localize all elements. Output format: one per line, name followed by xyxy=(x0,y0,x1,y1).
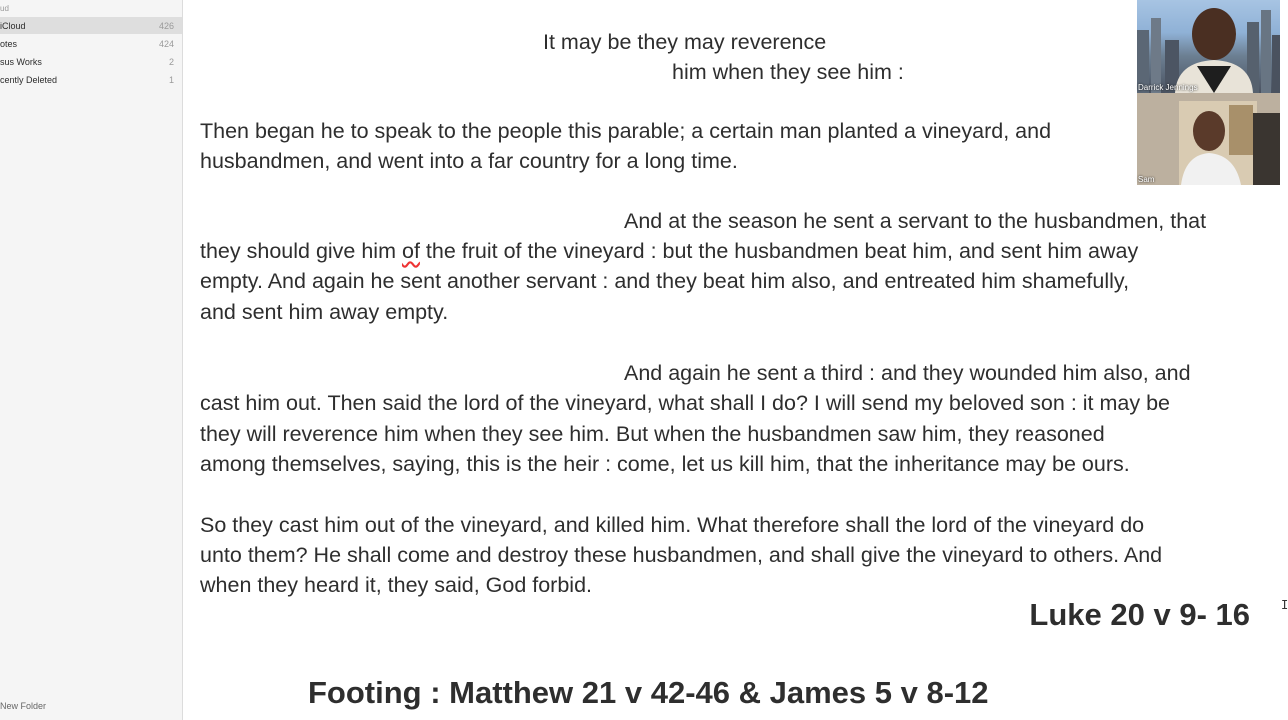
note-line: Then began he to speak to the people this parable; a certain man planted a vineyard, and xyxy=(200,119,1052,143)
folder-name: cently Deleted xyxy=(0,74,58,85)
folder-icloud[interactable] xyxy=(0,17,182,34)
footing-reference: Footing : Matthew 21 v 42-46 & James 5 v 8-12 xyxy=(308,675,989,710)
folder-name: iCloud xyxy=(0,20,26,31)
folder-count: 426 xyxy=(158,20,174,31)
folder-recently-deleted[interactable] xyxy=(0,71,182,88)
note-line: cast him out. Then said the lord of the vineyard, what shall I do? I will send my beloved son : it may be xyxy=(200,391,1170,415)
new-folder-button[interactable]: New Folder xyxy=(0,701,47,711)
folders-sidebar xyxy=(0,0,183,720)
folder-count: 424 xyxy=(158,38,174,49)
note-line xyxy=(200,236,1138,266)
note-line: And at the season he sent a servant to the husbandmen, that xyxy=(624,209,1207,233)
participant-name: Sam xyxy=(1138,175,1155,184)
note-line: empty. And again he sent another servant : and they beat him also, and entreated him shamefully, xyxy=(200,269,1130,293)
note-editor[interactable] xyxy=(200,0,1288,720)
text-cursor-icon: I xyxy=(1281,598,1288,612)
note-line: and sent him away empty. xyxy=(200,300,449,324)
video-tile-participant-2[interactable] xyxy=(1137,93,1280,185)
note-line: when they heard it, they said, God forbid. xyxy=(200,573,593,597)
participant-video-feed xyxy=(1137,93,1280,185)
folder-count: 2 xyxy=(168,56,174,67)
note-line: they will reverence him when they see him. But when the husbandmen saw him, they reasoned xyxy=(200,422,1105,446)
participant-name: Darrick Jennings xyxy=(1138,83,1198,92)
note-text: they should give him xyxy=(200,239,402,263)
note-line: It may be they may reverence xyxy=(543,30,827,54)
spelling-flagged-word[interactable]: of xyxy=(401,239,420,263)
note-line: unto them? He shall come and destroy these husbandmen, and shall give the vineyard to others. And xyxy=(200,543,1163,567)
note-line: So they cast him out of the vineyard, and killed him. What therefore shall the lord of the vineyard do xyxy=(200,513,1145,537)
note-text: the fruit of the vineyard : but the husbandmen beat him, and sent him away xyxy=(419,239,1139,263)
folder-name: otes xyxy=(0,38,18,49)
note-line: And again he sent a third : and they wounded him also, and xyxy=(624,361,1191,385)
folder-notes[interactable] xyxy=(0,35,182,52)
sidebar-section-label: ud xyxy=(0,4,9,13)
participant-video-feed xyxy=(1137,0,1280,93)
scripture-reference: Luke 20 v 9- 16 xyxy=(1029,597,1250,632)
note-line: husbandmen, and went into a far country for a long time. xyxy=(200,149,738,173)
note-line: him when they see him : xyxy=(672,60,904,84)
note-line: among themselves, saying, this is the heir : come, let us kill him, that the inheritance may be ours. xyxy=(200,452,1130,476)
video-tile-participant-1[interactable] xyxy=(1137,0,1280,93)
folder-name: sus Works xyxy=(0,56,42,67)
folder-jesus-works[interactable] xyxy=(0,53,182,70)
folder-count: 1 xyxy=(168,74,174,85)
